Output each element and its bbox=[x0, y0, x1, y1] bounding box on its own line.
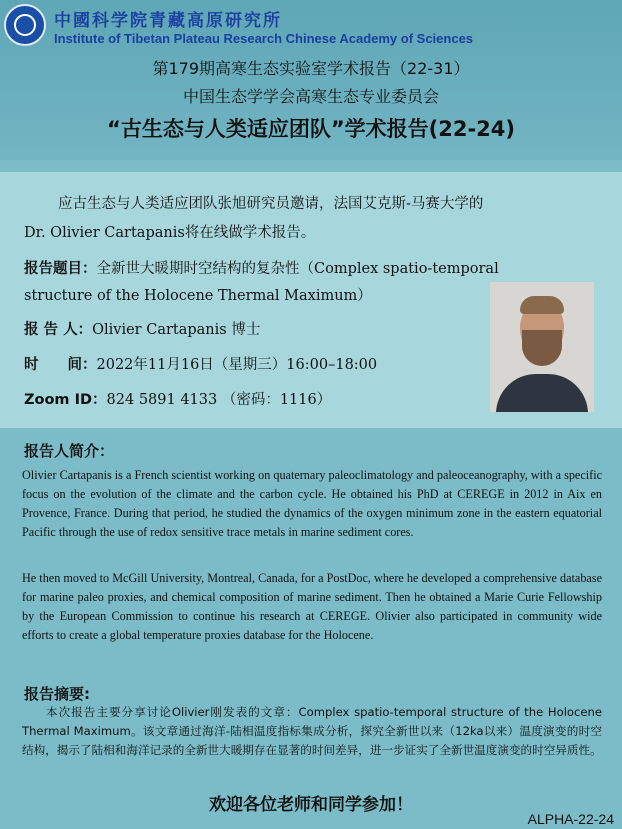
abstract-heading: 报告摘要: bbox=[24, 685, 90, 703]
zoom-value: 824 5891 4133 （密码：1116） bbox=[106, 392, 332, 408]
poster-code: ALPHA-22-24 bbox=[527, 811, 614, 827]
speaker-photo bbox=[490, 282, 594, 412]
welcome-line: 欢迎各位老师和同学参加！ bbox=[209, 795, 413, 815]
bio-heading: 报告人简介： bbox=[24, 442, 115, 460]
zoom-row bbox=[24, 388, 331, 409]
committee-line: 中国生态学学会高寒生态专业委员会 bbox=[182, 87, 439, 106]
info-box bbox=[0, 172, 622, 428]
talk-title-row-2: structure of the Holocene Thermal Maximum） bbox=[24, 288, 372, 304]
talk-title-label: 报告题目： bbox=[24, 261, 97, 277]
cas-logo-icon bbox=[4, 4, 46, 46]
org-name-cn: 中國科学院青藏高原研究所 bbox=[54, 11, 282, 31]
speaker-value: Olivier Cartapanis 博士 bbox=[92, 322, 261, 338]
time-label: 时 间： bbox=[24, 357, 97, 373]
talk-title-value: 全新世大暖期时空结构的复杂性（Complex spatio-temporal bbox=[96, 261, 499, 277]
time-row bbox=[24, 353, 377, 374]
poster-header bbox=[0, 0, 622, 160]
speaker-row bbox=[24, 318, 260, 339]
bio-paragraph-1: Olivier Cartapanis is a French scientist working on quaternary paleoclimatology and paleoceanography, with a specific focus on the evolution of the climate and the carbon cycle. He obtained his PhD at CEREGE in 2012 in Aix en Provence, France. During that period, he studied the dynamics of the oxygen minimum zone in the eastern equatorial Pacific through the use of redox sensitive trace metals in marine sediment cores. bbox=[22, 468, 602, 539]
speaker-label: 报 告 人： bbox=[24, 322, 93, 338]
abstract-text: 本次报告主要分享讨论Olivier刚发表的文章：Complex spatio-temporal structure of the Holocene Thermal Maximum。该文章通过海洋-陆相温度指标集成分析，探究全新世以来（12ka以来）温度演变的时空结构，揭示了陆相和海洋记录的全新世大暖期存在显著的时间差异，进一步证实了全新世温度演变的时空异质性。 bbox=[22, 705, 602, 757]
poster-title: “古生态与人类适应团队”学术报告(22-24) bbox=[107, 117, 515, 141]
intro-line-1: 应古生态与人类适应团队张旭研究员邀请，法国艾克斯-马赛大学的 bbox=[58, 196, 484, 212]
zoom-label: Zoom ID： bbox=[24, 392, 107, 408]
org-name-en: Institute of Tibetan Plateau Research Chinese Academy of Sciences bbox=[54, 31, 474, 46]
talk-title-row bbox=[24, 257, 499, 278]
time-value: 2022年11月16日（星期三）16:00–18:00 bbox=[96, 357, 378, 373]
report-series-line: 第179期高寒生态实验室学术报告（22-31） bbox=[152, 59, 470, 78]
intro-line-2: Dr. Olivier Cartapanis将在线做学术报告。 bbox=[24, 225, 316, 241]
bio-paragraph-2: He then moved to McGill University, Montreal, Canada, for a PostDoc, where he developed a comprehensive database for marine paleo proxies, and chemical composition of marine sediment. Then he obtained a Marie Curie Fellowship by the European Commission to continue his research at CEREGE. Olivier also participated in community wide efforts to create a global temperature proxies database for the Holocene. bbox=[22, 571, 602, 642]
